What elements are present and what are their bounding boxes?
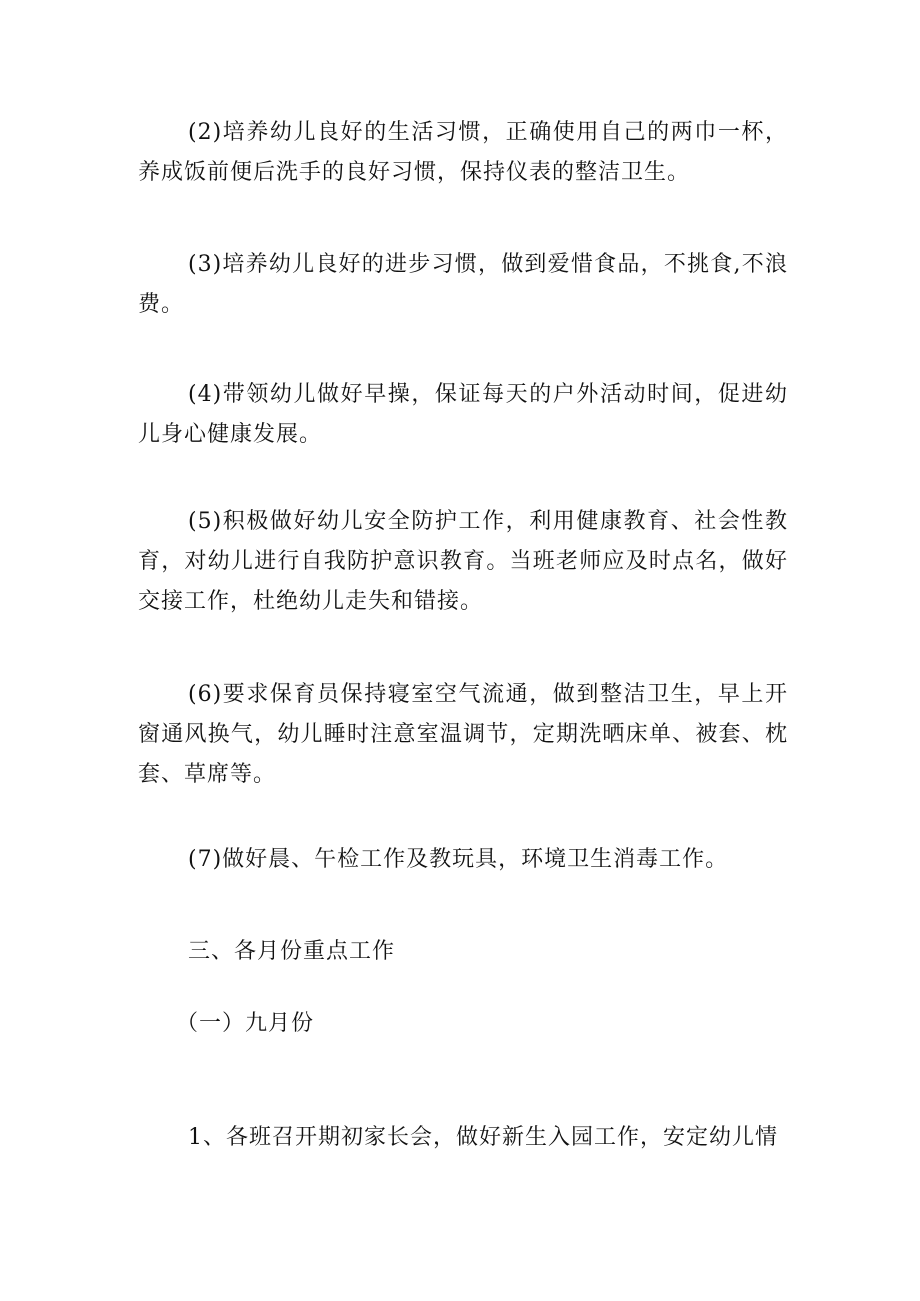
paragraph-item-3: (3)培养幼儿良好的进步习惯，做到爱惜食品，不挑食,不浪费。 — [138, 252, 788, 317]
paragraph-item-final: 1、各班召开期初家长会，做好新生入园工作，安定幼儿情 — [188, 1125, 778, 1150]
paragraph-item-6: (6)要求保育员保持寝室空气流通，做到整洁卫生，早上开窗通风换气，幼儿睡时注意室温调节，定期洗晒床单、被套、枕套、草席等。 — [138, 682, 788, 787]
paragraph-item-4: (4)带领幼儿做好早操，保证每天的户外活动时间，促进幼儿身心健康发展。 — [138, 382, 788, 447]
subsection-heading: （一）九月份 — [176, 1011, 315, 1036]
paragraph-item-2: (2)培养幼儿良好的生活习惯，正确使用自己的两巾一杯，养成饭前便后洗手的良好习惯，保持仪表的整洁卫生。 — [138, 120, 788, 185]
paragraph-item-7: (7)做好晨、午检工作及教玩具，环境卫生消毒工作。 — [188, 847, 729, 872]
paragraph-item-5: (5)积极做好幼儿安全防护工作，利用健康教育、社会性教育，对幼儿进行自我防护意识教育。当班老师应及时点名，做好交接工作，杜绝幼儿走失和错接。 — [138, 509, 788, 614]
section-heading: 三、各月份重点工作 — [188, 939, 396, 964]
